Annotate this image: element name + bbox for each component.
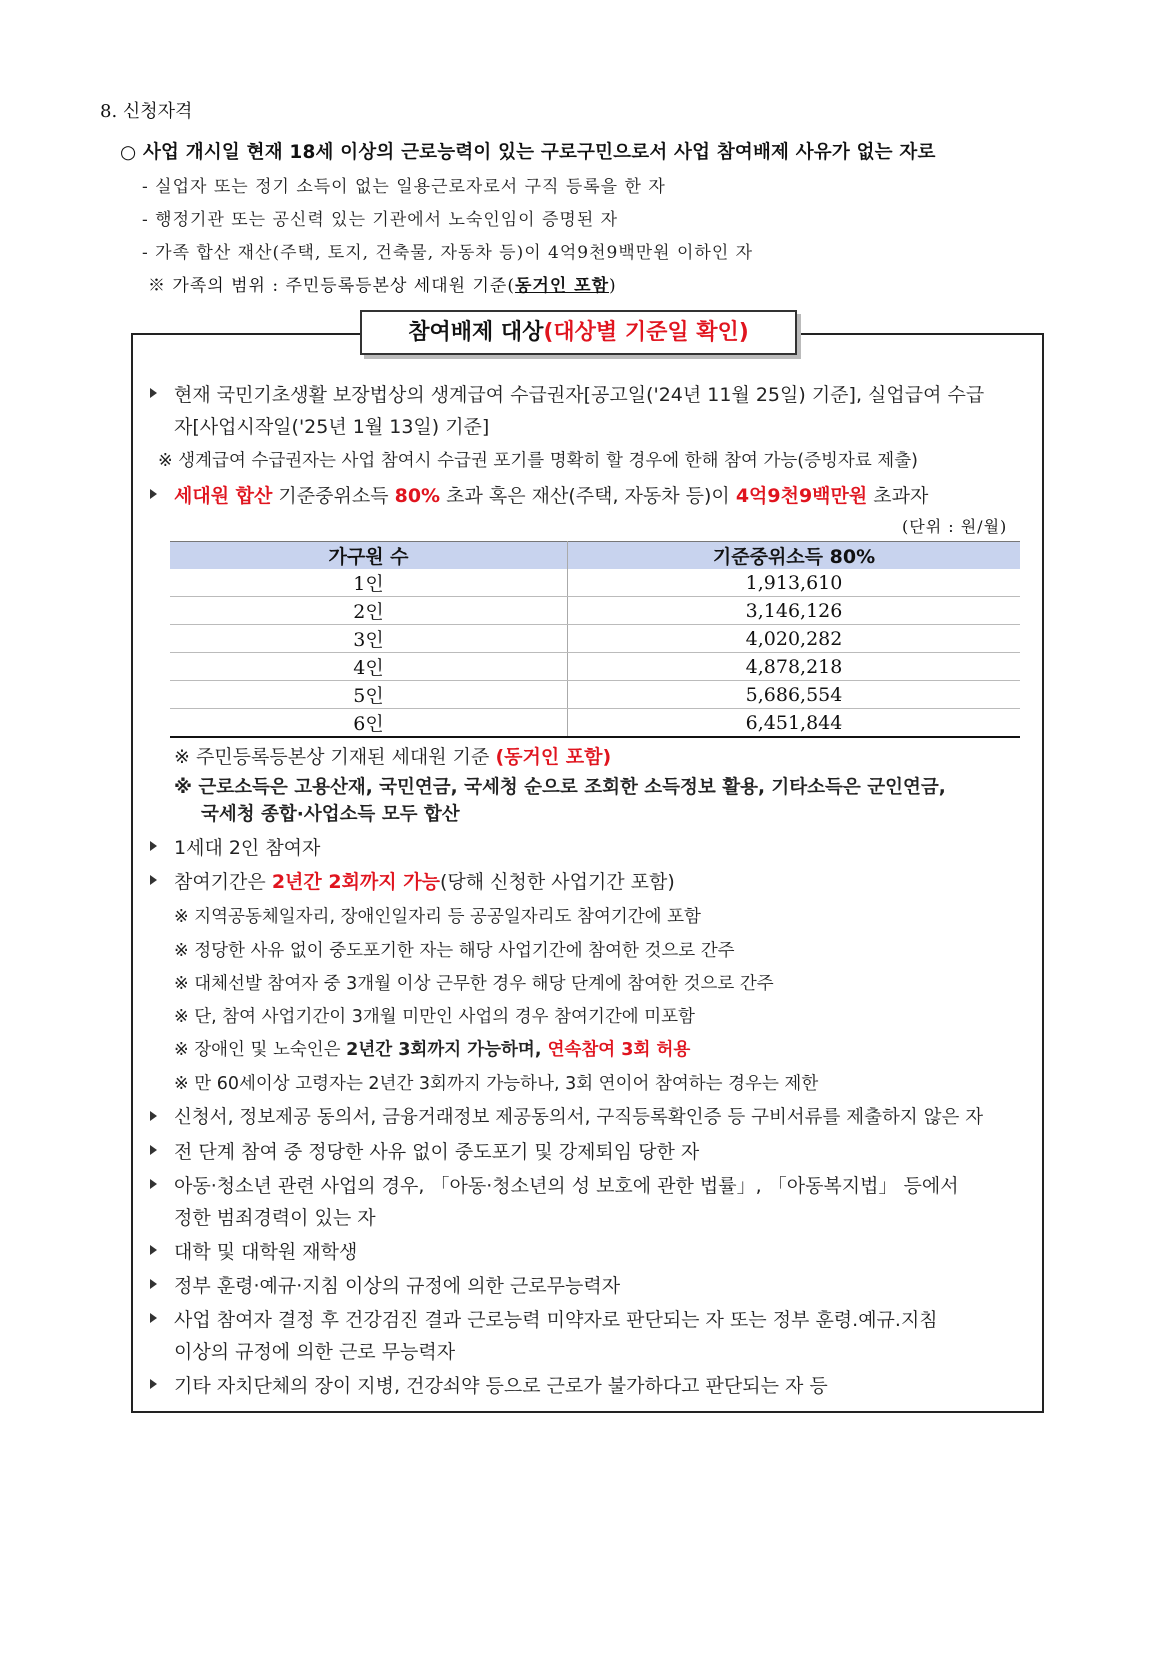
table-row bbox=[170, 625, 1020, 653]
livelihood-note: ※ 생계급여 수급권자는 사업 참여시 수급권 포기를 명확히 할 경우에 한해 참여 가능(증빙자료 제출) bbox=[158, 451, 918, 471]
income-cell: 1,913,610 bbox=[568, 569, 1021, 597]
table-row bbox=[170, 653, 1020, 681]
income-cell: 3,146,126 bbox=[568, 597, 1021, 625]
table-row bbox=[170, 681, 1020, 709]
bullet-icon bbox=[150, 1279, 157, 1289]
table-note-income-sources: ※ 근로소득은 고용산재, 국민연금, 국세청 순으로 조회한 소득정보 활용, 기타소득은 군인연금, bbox=[174, 777, 946, 798]
bullet-icon bbox=[150, 1145, 157, 1155]
table-note-household: ※ 주민등록등본상 기재된 세대원 기준 (동거인 포함) bbox=[174, 746, 612, 768]
unit-label: (단위 : 원/월) bbox=[902, 517, 1008, 536]
table-row bbox=[170, 597, 1020, 625]
household-cell: 5인 bbox=[170, 681, 568, 709]
income-table bbox=[170, 541, 1020, 738]
bullet-icon bbox=[150, 489, 157, 499]
condition-unemployed: - 실업자 또는 정기 소득이 없는 일용근로자로서 구직 등록을 한 자 bbox=[142, 177, 666, 197]
household-cell: 1인 bbox=[170, 569, 568, 597]
household-cell: 6인 bbox=[170, 709, 568, 738]
exclusion-item-incapable: 정부 훈령·예규·지침 이상의 규정에 의한 근로무능력자 bbox=[174, 1275, 621, 1297]
income-cell: 4,878,218 bbox=[568, 653, 1021, 681]
exclusion-box-title: 참여배제 대상(대상별 기준일 확인) bbox=[360, 310, 797, 355]
period-note: ※ 단, 참여 사업기간이 3개월 미만인 사업의 경우 참여기간에 미포함 bbox=[174, 1007, 695, 1027]
bullet-icon bbox=[150, 1379, 157, 1389]
disabled-homeless-note: ※ 장애인 및 노숙인은 2년간 3회까지 가능하며, 연속참여 3회 허용 bbox=[174, 1040, 691, 1060]
household-cell: 4인 bbox=[170, 653, 568, 681]
table-row bbox=[170, 569, 1020, 597]
exclusion-item-documents: 신청서, 정보제공 동의서, 금융거래정보 제공동의서, 구직등록확인증 등 구비서류를 제출하지 않은 자 bbox=[174, 1107, 984, 1128]
condition-homeless: - 행정기관 또는 공신력 있는 기관에서 노숙인임이 증명된 자 bbox=[142, 210, 619, 230]
exclusion-item-income: 세대원 합산 기준중위소득 80% 초과 혹은 재산(주택, 자동차 등)이 4억9천9백만원 초과자 bbox=[174, 485, 929, 507]
income-cell: 6,451,844 bbox=[568, 709, 1021, 738]
bullet-icon bbox=[150, 1313, 157, 1323]
bullet-icon bbox=[150, 1111, 157, 1121]
household-cell: 2인 bbox=[170, 597, 568, 625]
elderly-note: ※ 만 60세이상 고령자는 2년간 3회까지 가능하나, 3회 연이어 참여하는 경우는 제한 bbox=[174, 1074, 819, 1094]
exclusion-item-health: 사업 참여자 결정 후 건강검진 결과 근로능력 미약자로 판단되는 자 또는 정부 훈령.예규.지침 bbox=[174, 1309, 938, 1331]
income-cell: 5,686,554 bbox=[568, 681, 1021, 709]
main-requirement: ○ 사업 개시일 현재 18세 이상의 근로능력이 있는 구로구민으로서 사업 참여배제 사유가 없는 자로 bbox=[120, 142, 936, 163]
exclusion-item-criminal-cont: 정한 범죄경력이 있는 자 bbox=[174, 1207, 376, 1229]
table-header-income: 기준중위소득 80% bbox=[568, 542, 1021, 570]
table-row bbox=[170, 709, 1020, 738]
bullet-icon bbox=[150, 388, 157, 398]
table-header-household: 가구원 수 bbox=[170, 542, 568, 570]
bullet-icon bbox=[150, 1245, 157, 1255]
exclusion-item-period: 참여기간은 2년간 2회까지 가능(당해 신청한 사업기간 포함) bbox=[174, 871, 675, 893]
exclusion-item-dropout: 전 단계 참여 중 정당한 사유 없이 중도포기 및 강제퇴임 당한 자 bbox=[174, 1141, 700, 1163]
period-note: ※ 지역공동체일자리, 장애인일자리 등 공공일자리도 참여기간에 포함 bbox=[174, 907, 701, 927]
bullet-icon bbox=[150, 1179, 157, 1189]
section-title: 8. 신청자격 bbox=[100, 101, 193, 122]
household-cell: 3인 bbox=[170, 625, 568, 653]
exclusion-item-livelihood-cont: 자[사업시작일('25년 1월 13일) 기준] bbox=[174, 416, 490, 438]
condition-assets: - 가족 합산 재산(주택, 토지, 건축물, 자동차 등)이 4억9천9백만원 이하인 자 bbox=[142, 243, 754, 263]
exclusion-item-livelihood: 현재 국민기초생활 보장법상의 생계급여 수급권자[공고일('24년 11월 25일) 기준], 실업급여 수급 bbox=[174, 384, 985, 406]
period-note: ※ 정당한 사유 없이 중도포기한 자는 해당 사업기간에 참여한 것으로 간주 bbox=[174, 941, 735, 961]
exclusion-item-health-cont: 이상의 규정에 의한 근로 무능력자 bbox=[174, 1341, 456, 1363]
period-note: ※ 대체선발 참여자 중 3개월 이상 근무한 경우 해당 단계에 참여한 것으로 간주 bbox=[174, 974, 774, 994]
family-scope-note: ※ 가족의 범위 : 주민등록등본상 세대원 기준(동거인 포함) bbox=[148, 276, 617, 296]
exclusion-item-criminal: 아동·청소년 관련 사업의 경우, 「아동·청소년의 성 보호에 관한 법률」, 「아동복지법」 등에서 bbox=[174, 1175, 959, 1197]
exclusion-item-students: 대학 및 대학원 재학생 bbox=[174, 1241, 358, 1263]
table-header-row bbox=[170, 542, 1020, 570]
bullet-icon bbox=[150, 841, 157, 851]
table-note-income-sources-cont: 국세청 종합·사업소득 모두 합산 bbox=[201, 804, 460, 825]
bullet-icon bbox=[150, 875, 157, 885]
exclusion-item-other: 기타 자치단체의 장이 지병, 건강쇠약 등으로 근로가 불가하다고 판단되는 자 등 bbox=[174, 1375, 828, 1397]
income-cell: 4,020,282 bbox=[568, 625, 1021, 653]
exclusion-item-household: 1세대 2인 참여자 bbox=[174, 837, 321, 859]
